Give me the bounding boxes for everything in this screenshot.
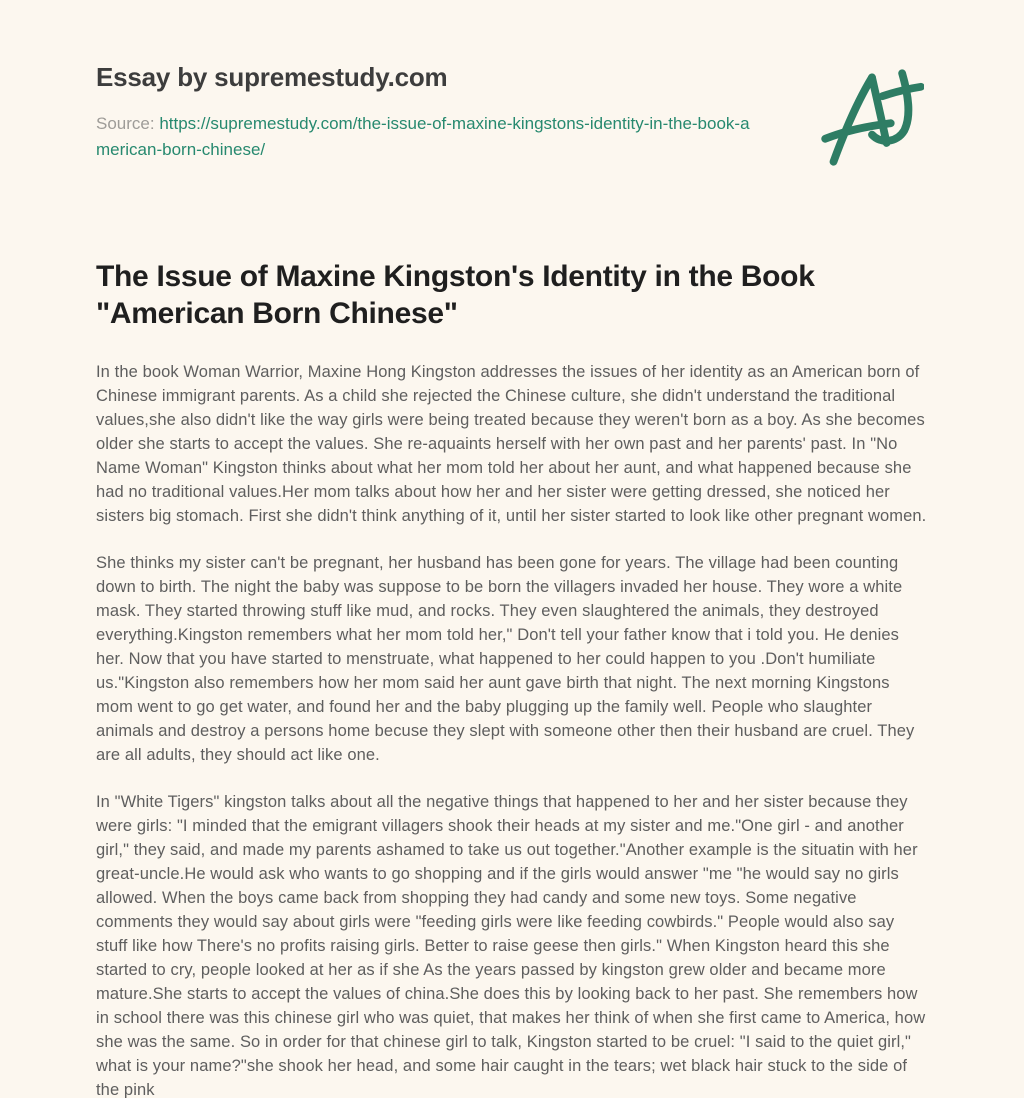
essay-title: The Issue of Maxine Kingston's Identity in the Book "American Born Chinese" <box>96 259 815 331</box>
a-plus-logo-icon <box>820 66 924 170</box>
source-label: Source: <box>96 114 155 133</box>
source-line <box>96 111 752 164</box>
essay-paragraph-1: In the book Woman Warrior, Maxine Hong Kingston addresses the issues of her identity as an American born of Chinese immigrant parents. As a child she rejected the Chinese culture, she didn't understand the traditional values,she also didn't like the way girls were being treated because they weren't born as a boy. As she becomes older she starts to accept the values. She re-aquaints herself with her own past and her parents' past. In "No Name Woman" Kingston thinks about what her mom told her about her aunt, and what happened because she had no traditional values.Her mom talks about how her and her sister were getting dressed, she noticed her sisters big stomach. First she didn't think anything of it, until her sister started to look like other pregnant women. <box>96 362 927 525</box>
page-title: Essay by supremestudy.com <box>96 62 448 92</box>
essay-paragraph-3: In "White Tigers" kingston talks about all the negative things that happened to her and her sister because they were girls: "I minded that the emigrant villagers shook their heads at my sister and me."One girl - and another girl," they said, and made my parents ashamed to take us out together."Another example is the situatin with her great-uncle.He would ask who wants to go shopping and if the girls would answer "me "he would say no girls allowed. When the boys came back from shopping they had candy and some new toys. Some negative comments they would say about girls were "feeding girls were like feeding cowbirds." People would also say stuff like how There's no profits raising girls. Better to raise geese then girls." When Kingston heard this she started to cry, people looked at her as if she As the years passed by kingston grew older and became more mature.She starts to accept the values of china.She does this by looking back to her past. She remembers how in school there was this chinese girl who was quiet, that makes her think of when she first came to America, how she was the same. So in order for that chinese girl to talk, Kingston started to be cruel: "I said to the quiet girl," what is your name?"she shook her head, and some hair caught in the tears; wet black hair stuck to the side of the pink <box>96 792 926 1098</box>
source-link-text: https://supremestudy.com/the-issue-of-maxine-kingstons-identity-in-the-book-american-born-chinese/ <box>96 114 750 160</box>
source-link[interactable] <box>96 114 750 159</box>
essay-paragraph-2: She thinks my sister can't be pregnant, her husband has been gone for years. The village had been counting down to birth. The night the baby was suppose to be born the villagers invaded her house. They wore a white mask. They started throwing stuff like mud, and rocks. They even slaughtered the animals, they destroyed everything.Kingston remembers what her mom told her," Don't tell your father know that i told you. He denies her. Now that you have started to menstruate, what happened to her could happen to you .Don't humiliate us."Kingston also remembers how her mom said her aunt gave birth that night. The next morning Kingstons mom went to go get water, and found her and the baby plugging up the family well. People who slaughter animals and destroy a persons home becuse they slept with someone other then their husband are cruel. They are all adults, they should act like one. <box>96 553 915 764</box>
header <box>96 62 928 164</box>
essay-content <box>96 258 928 1098</box>
